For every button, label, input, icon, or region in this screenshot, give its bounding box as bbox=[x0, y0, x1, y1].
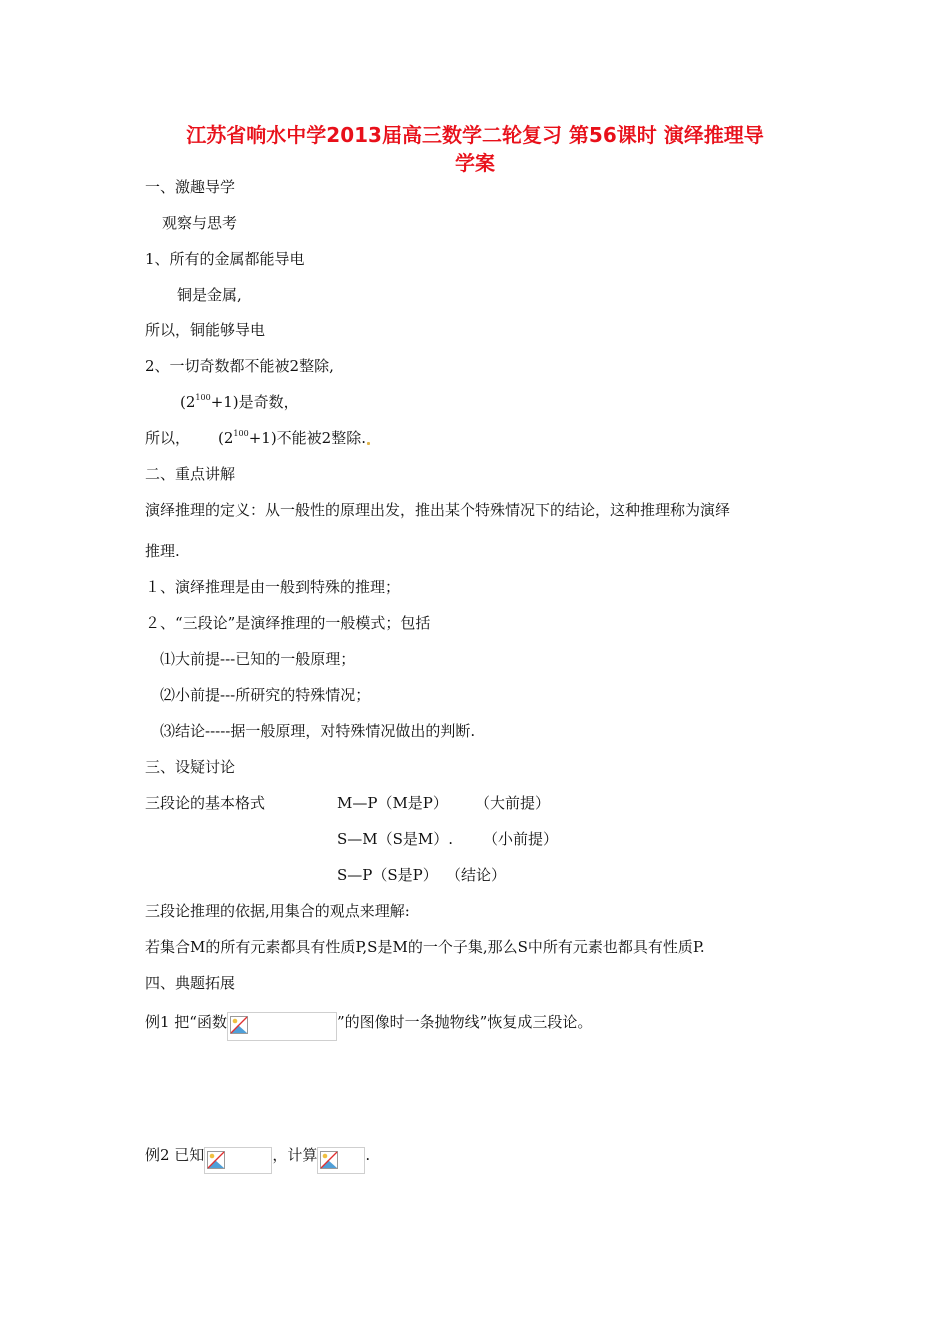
observe-think: 观察与思考 bbox=[162, 214, 238, 232]
syllogism-note-2: （小前提） bbox=[483, 830, 559, 848]
title-line-2: 学案 bbox=[455, 151, 495, 175]
broken-image-icon bbox=[230, 1016, 248, 1034]
conclusion-prefix: 所以， bbox=[145, 429, 191, 447]
point-1: １、演绎推理是由一般到特殊的推理； bbox=[145, 578, 401, 596]
definition-line-1: 演绎推理的定义：从一般性的原理出发，推出某个特殊情况下的结论，这种推理称为演绎 bbox=[145, 501, 731, 519]
expr-rest: +1)是奇数， bbox=[210, 393, 299, 411]
example-2-line-b bbox=[180, 392, 299, 412]
formula-image-placeholder bbox=[227, 1012, 337, 1041]
section-1-heading: 一、激趣导学 bbox=[145, 178, 236, 196]
example-2-prefix: 例2 已知 bbox=[145, 1146, 205, 1164]
exponent: 100 bbox=[233, 429, 249, 438]
example-2-suffix: . bbox=[365, 1146, 371, 1164]
exponent: 100 bbox=[195, 393, 211, 402]
syllogism-form-2: S—M（S是M）. bbox=[337, 830, 454, 848]
example-1-line-a: 1、所有的金属都能导电 bbox=[145, 250, 305, 268]
broken-image-icon bbox=[320, 1151, 338, 1169]
major-premise: ⑴大前提---已知的一般原理； bbox=[160, 650, 356, 668]
example-2-problem bbox=[145, 1145, 370, 1174]
example-2-line-c bbox=[145, 428, 371, 448]
example-1-problem bbox=[145, 1012, 592, 1041]
basis-text: 三段论推理的依据,用集合的观点来理解: bbox=[145, 902, 410, 920]
example-1-suffix: ”的图像时一条抛物线”恢复成三段论。 bbox=[336, 1013, 593, 1031]
example-1-line-c: 所以，铜能够导电 bbox=[145, 321, 266, 339]
conclusion-def: ⑶结论-----据一般原理，对特殊情况做出的判断. bbox=[160, 722, 476, 740]
title-line-1: 江苏省响水中学2013届高三数学二轮复习 第56课时 演绎推理导 bbox=[186, 123, 764, 147]
expr-open: (2 bbox=[218, 429, 234, 447]
broken-image-icon bbox=[207, 1151, 225, 1169]
expr-rest: +1)不能被2整除. bbox=[248, 429, 366, 447]
formula-image-placeholder bbox=[317, 1147, 365, 1174]
example-2-line-a: 2、一切奇数都不能被2整除, bbox=[145, 357, 334, 375]
edit-mark bbox=[367, 442, 370, 445]
minor-premise: ⑵小前提---所研究的特殊情况； bbox=[160, 686, 371, 704]
syllogism-form-1: M—P（M是P） bbox=[337, 794, 448, 812]
set-statement: 若集合M的所有元素都具有性质P,S是M的一个子集,那么S中所有元素也都具有性质P. bbox=[145, 938, 705, 956]
syllogism-note-3: （结论） bbox=[446, 866, 507, 884]
section-3-heading: 三、设疑讨论 bbox=[145, 758, 236, 776]
example-1-prefix: 例1 把“函数 bbox=[145, 1013, 227, 1031]
definition-line-2: 推理. bbox=[145, 542, 180, 560]
example-2-middle: ，计算 bbox=[272, 1146, 318, 1164]
section-4-heading: 四、典题拓展 bbox=[145, 974, 236, 992]
syllogism-form-3: S—P（S是P） bbox=[337, 866, 438, 884]
syllogism-note-1: （大前提） bbox=[475, 794, 551, 812]
point-2: ２、“三段论”是演绎推理的一般模式；包括 bbox=[145, 614, 431, 632]
expr-open: (2 bbox=[180, 393, 196, 411]
example-1-line-b: 铜是金属, bbox=[177, 286, 242, 304]
section-2-heading: 二、重点讲解 bbox=[145, 465, 236, 483]
format-label: 三段论的基本格式 bbox=[145, 794, 266, 812]
formula-image-placeholder bbox=[204, 1147, 272, 1174]
